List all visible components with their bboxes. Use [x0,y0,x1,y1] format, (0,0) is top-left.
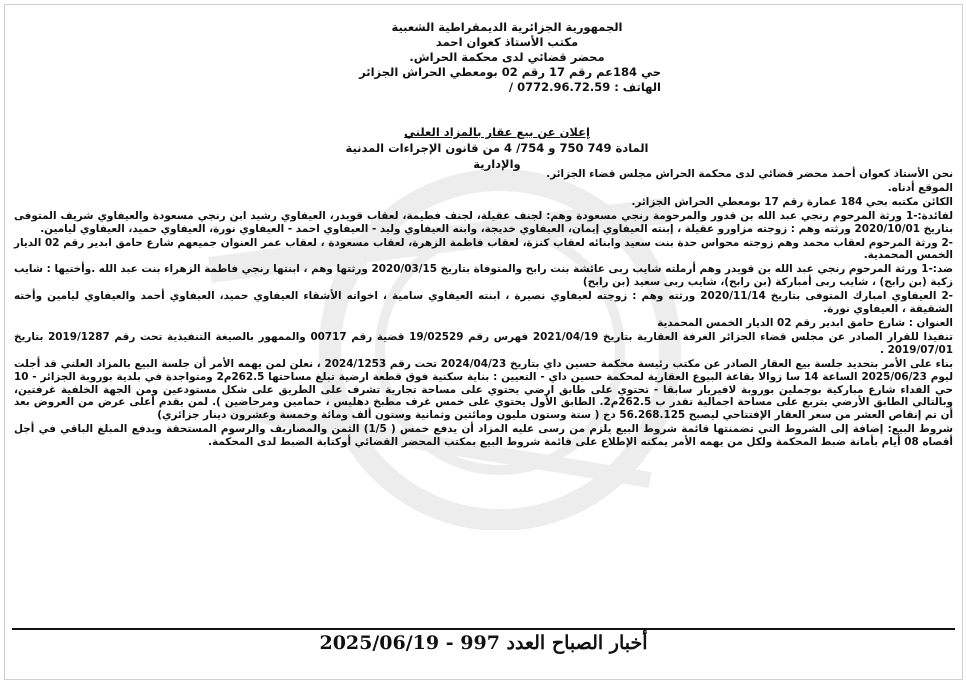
body-intro: نحن الأستاذ كعوان أحمد محضر قضائي لدى محكمة الحراش مجلس قضاء الجزائر. [546,168,953,180]
office-phone: الهاتف : 0772.96.72.59 / [508,80,661,94]
body-office-location: الكائن مكتبه بحي 184 عمارة رقم 17 بومعطي الحراش الجزائر. [631,195,953,208]
body-beneficiaries-2: -2 ورثة المرحوم لعقاب محمد وهم زوجته محواس حدة بنت سعيد وابنائه لعقاب كنزة، لعقاب فاطمة الزهرة، لعقاب مسعودة ، لعقاب عمر العنوان جميعهم شارع حامق ابدير رقم 02 الديار الخمس المحمدية. [14,236,953,262]
body-beneficiaries-1: لفائدة:-1 ورثة المرحوم رنجي عبد الله بن قدور والمرحومة رنجي مسعودة وهم: لجنف عقيلة، لجنف فطيمة، لعقاب قويدر، العيفاوي رشيد ابن رنجي مسعودة والعيفاوي شريف المتوفى بتاريخ 2020/10/01 ورثته وهم : زوجته مزاورو عقيلة ، إبنته العيفاوي إيمان، العيفاوي خديجة، وابنه العيفاوي وليد - العيفاوي احمد - العيفاوي نورة، العيفاوي حميد، العيفاوي ليامين. [14,209,953,235]
bailiff-title: محضر قضائي لدى محكمة الحراش. [409,50,605,64]
body-defendants-2: -2 العيفاوي امبارك المتوفى بتاريخ 2020/11/14 ورثته وهم : زوجته لعيفاوي نصيرة ، ابنته العيفاوي سامية ، اخواته الأشقاء العيفاوي حميد، العيفاوي أحمد والعيفاوي ليامين وأخته الشقيقة ، العيفاوي نورة. [14,290,953,316]
announcement-heading [327,124,667,172]
office-name: مكتب الأستاذ كعوان احمد [435,35,579,49]
footer-divider [12,628,955,630]
publication-footer: أخبار الصباح العدد 997 - 2025/06/19 [319,632,648,654]
country-name: الجمهورية الجزائرية الديمقراطية الشعبية [391,20,623,34]
letterhead [347,20,667,95]
body-signatory: الموقع أدناه. [887,181,953,194]
office-address: حي 184عم رقم 17 رقم 02 بومعطي الحراش الجزائر [359,65,661,79]
body-defendants-1: ضد:-1 ورثة المرحوم رنجي عبد الله بن قويدر وهم أرملته شايب ربى عائشة بنت رابح والمتوفاة بتاريخ 2020/03/15 ورثتها وهم ، ابنتها رنجي فاطمة الزهراء بنت عبد الله .وأختيها : شايب زكية (بن رابح) ، شايب ربى أمباركة (بن رابح)، شايب ربى سعيد (بن رابح) [14,263,953,289]
body-sale-details: بناء على الأمر بتحديد جلسة بيع العقار الصادر عن مكتب رئيسة محكمة حسين داي بتاريخ 2024/04/23 تحت رقم 2024/1253 ، نعلن لمن يهمه الأمر أن جلسة البيع بالمزاد العلني قد أجلت ليوم 2025/06/23 الساعة 14 سا زوالا بقاعة البيوع العقارية لمحكمة حسين داي - التعيين : بناية سكنية فوق قطعة ارضية تبلغ مساحتها 262.5م2 ومتواجدة في بلدية بوروبة الجزائر - 10 حي الفداء شارع مباركية بوجملين بوروبة لافيريار سابقا - تحتوي على طابق ارضي يحتوي على مساحة تجارية تشرف على الطريق على شكل مستودعين ومن الجهة الخلفية غرفتين، وبالتالي الطابق الأرضي يتربع على مساحة اجمالية تقدر ب 262.5م2. الطابق الأول يحتوي على خمس غرف مطبخ دهليس ، حمامين ومرحاضين ). لمن يقدم أعلى عرض من العروض بعد أن تم إنقاص العشر من سعر العقار الإفتتاحي ليصبح 56.268.125 دج ( ستة وستون مليون ومائتين وثمانية وستون ألف ومائة وخمسة وعشرون دينار جزائري) [14,357,954,422]
body-address: العنوان : شارع حامق ابدير رقم 02 الديار الخمس المحمدية [657,316,953,329]
notice-body [14,168,953,449]
legal-basis: المادة 749 750 و 754/ 4 من قانون الإجراءات المدنية والإدارية [345,141,649,171]
announcement-title: إعلان عن بيع عقار بالمزاد العلني [404,125,590,139]
body-sale-conditions: شروط البيع: إضافة إلى الشروط التي تضمنتها قائمة شروط البيع يلزم من رسى عليه المزاد أن يدفع خمس ( 1/5) الثمن والمصاريف والرسوم المستحقة ويدفع المبلغ الباقي في أجل أقصاه 08 أيام بأمانة ضبط المحكمة ولكل من يهمه الأمر يمكنه الإطلاع على قائمة شروط البيع بمكتب المحضر القضائي أوكتابة الضبط لدى المحكمة. [14,423,953,449]
body-execution: تنفيذا للقرار الصادر عن مجلس قضاء الجزائر الغرفة العقارية بتاريخ 2021/04/19 فهرس رقم 19/02529 قضية رقم 00717 والممهور بالصيغة التنفيذية تحت رقم 2019/1287 بتاريخ 2019/07/01 . [14,330,953,356]
